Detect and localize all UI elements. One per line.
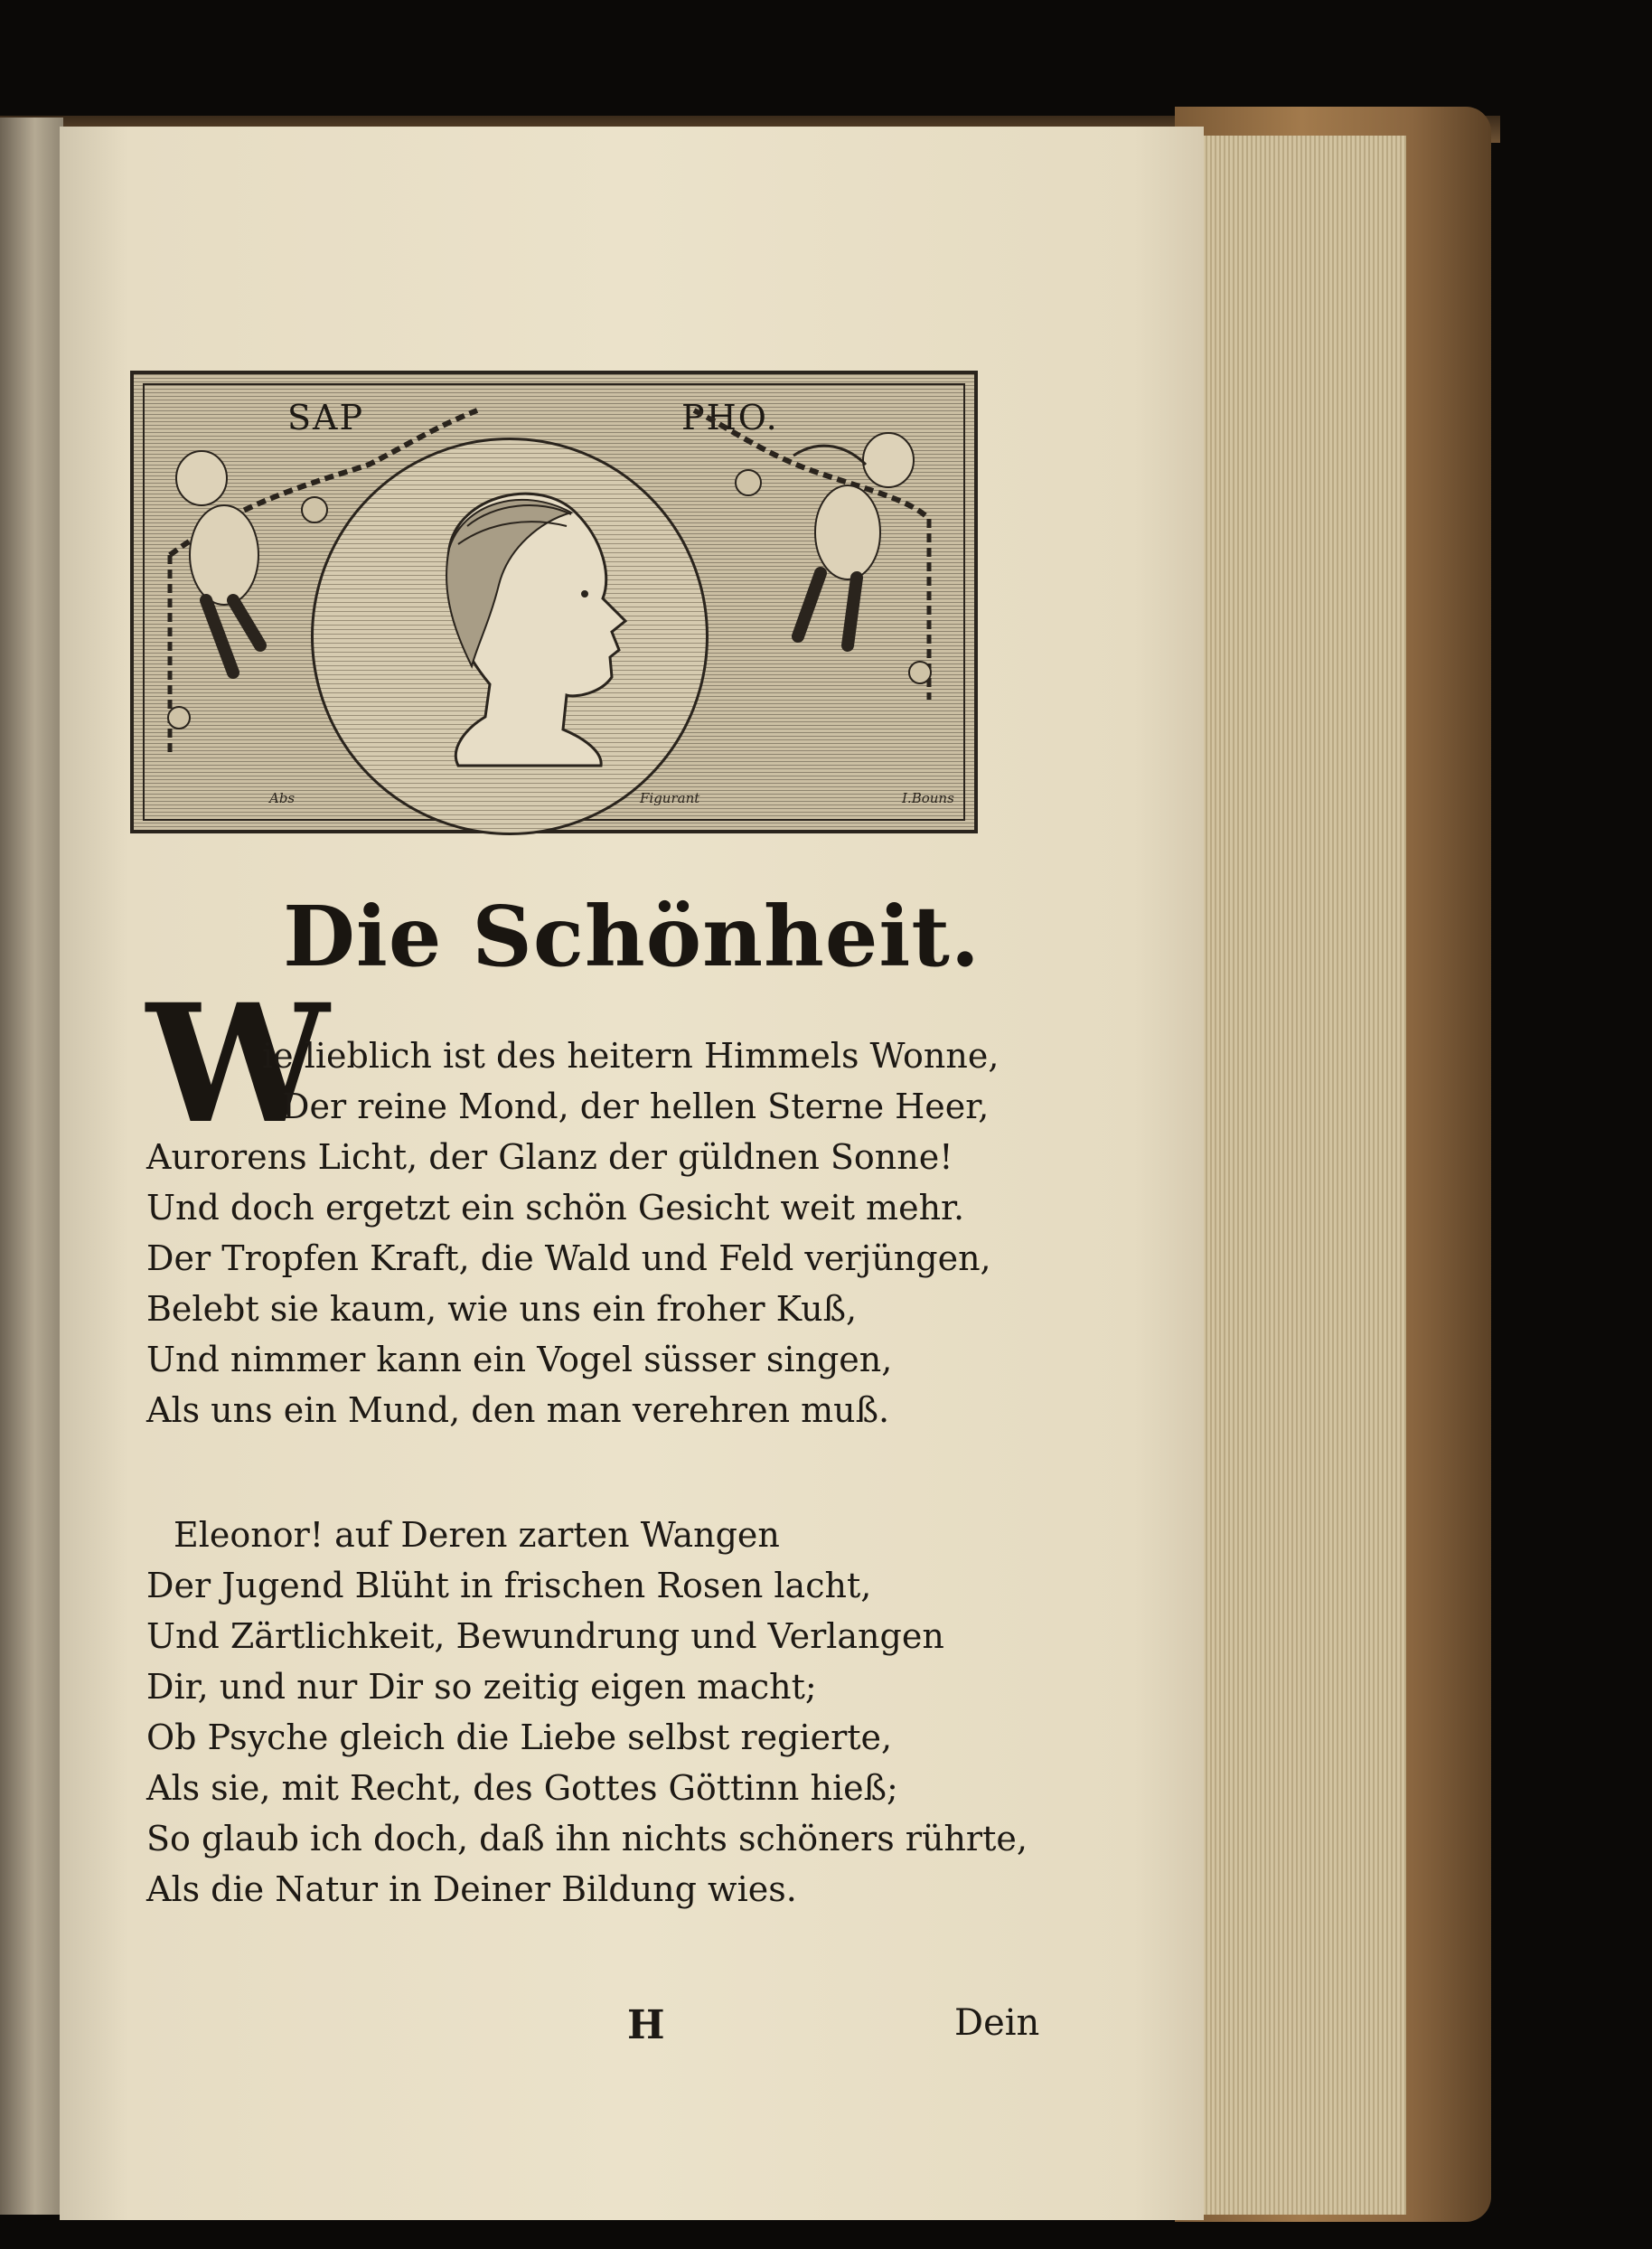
- stanza-1: [146, 1030, 1086, 1435]
- left-page-edge: [0, 118, 63, 2215]
- verse-line: ie lieblich ist des heitern Himmels Wonne,: [262, 1036, 1000, 1076]
- verse-line: Aurorens Licht, der Glanz der güldnen Sonne!: [146, 1137, 953, 1177]
- engraving-signature-left: Abs: [269, 790, 296, 806]
- verse-line: Und Zärtlichkeit, Bewundrung und Verlangen: [146, 1616, 944, 1656]
- verse-line: Der Tropfen Kraft, die Wald und Feld verjüngen,: [146, 1238, 991, 1278]
- garland-icon: [134, 374, 974, 831]
- stanza-2: [146, 1510, 1086, 1915]
- page-edges: [1198, 136, 1406, 2215]
- engraving-caption-right: PHO.: [681, 398, 779, 438]
- verse-line: Als die Natur in Deiner Bildung wies.: [146, 1869, 797, 1909]
- verse-line: Eleonor! auf Deren zarten Wangen: [174, 1515, 780, 1555]
- engraving-signature-right: I.Bouns: [902, 790, 954, 806]
- verse-line: Dir, und nur Dir so zeitig eigen macht;: [146, 1667, 817, 1707]
- verse-line: Belebt sie kaum, wie uns ein froher Kuß,: [146, 1289, 858, 1329]
- verse-line: Der reine Mond, der hellen Sterne Heer,: [282, 1087, 990, 1126]
- engraving-caption-left: SAP: [287, 398, 365, 438]
- verse-line: Als sie, mit Recht, des Gottes Göttinn hieß;: [146, 1768, 898, 1808]
- verse-line: Als uns ein Mund, den man verehren muß.: [146, 1390, 890, 1430]
- verse-line: So glaub ich doch, daß ihn nichts schöners rührte,: [146, 1819, 1028, 1858]
- poem-title: Die Schönheit.: [283, 888, 981, 985]
- verse-line: Und doch ergetzt ein schön Gesicht weit mehr.: [146, 1188, 965, 1228]
- drop-cap: W: [146, 969, 330, 1160]
- verse-line: Ob Psyche gleich die Liebe selbst regierte,: [146, 1717, 893, 1757]
- book-page: [60, 127, 1204, 2220]
- verse-line: Und nimmer kann ein Vogel süsser singen,: [146, 1340, 893, 1379]
- catchword: Dein: [954, 2002, 1040, 2044]
- signature-mark: H: [627, 2002, 665, 2048]
- verse-line: Der Jugend Blüht in frischen Rosen lacht,: [146, 1566, 872, 1605]
- engraving-signature-mid: Figurant: [640, 790, 700, 806]
- sappho-engraving: [130, 371, 978, 833]
